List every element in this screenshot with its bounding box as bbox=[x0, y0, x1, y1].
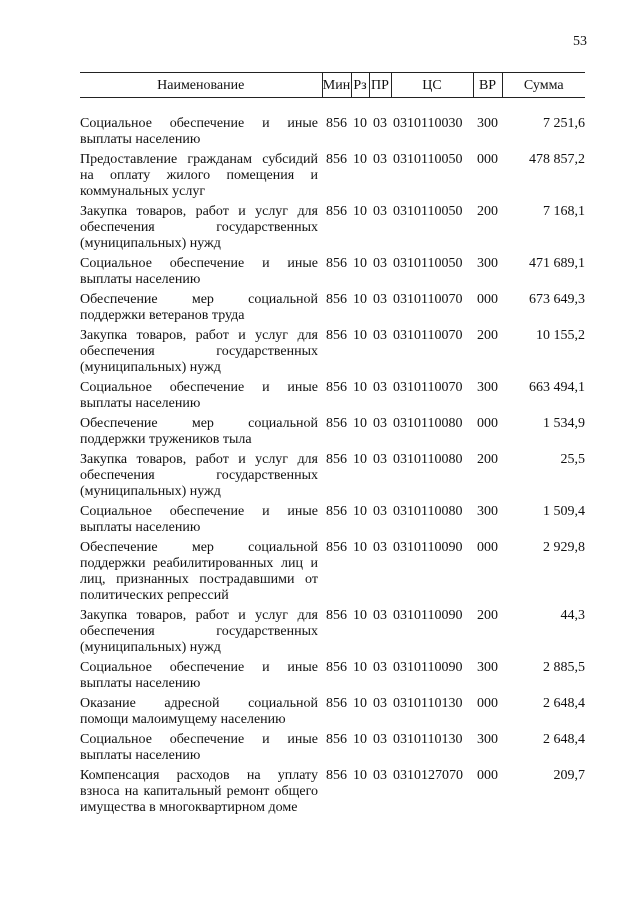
row-rz: 10 bbox=[353, 768, 367, 783]
header-cs: ЦС bbox=[391, 73, 473, 98]
row-min: 856 bbox=[326, 768, 347, 783]
row-cs: 0310110130 bbox=[393, 696, 463, 711]
row-vr: 000 bbox=[477, 292, 498, 307]
row-vr: 200 bbox=[477, 328, 498, 343]
row-name: Оказание адресной социальной помощи малоимущему населению bbox=[80, 696, 318, 727]
row-cs: 0310110050 bbox=[393, 204, 463, 219]
row-name: Закупка товаров, работ и услуг для обеспечения государственных (муниципальных) нужд bbox=[80, 204, 318, 251]
row-min: 856 bbox=[326, 416, 347, 431]
row-vr: 000 bbox=[477, 696, 498, 711]
row-pr: 03 bbox=[373, 732, 387, 747]
row-name: Компенсация расходов на уплату взноса на капитальный ремонт общего имущества в многоквартирном доме bbox=[80, 768, 318, 815]
row-pr: 03 bbox=[373, 292, 387, 307]
row-min: 856 bbox=[326, 732, 347, 747]
row-min: 856 bbox=[326, 452, 347, 467]
row-rz: 10 bbox=[353, 452, 367, 467]
row-pr: 03 bbox=[373, 608, 387, 623]
row-pr: 03 bbox=[373, 416, 387, 431]
row-pr: 03 bbox=[373, 152, 387, 167]
row-min: 856 bbox=[326, 116, 347, 131]
row-pr: 03 bbox=[373, 116, 387, 131]
row-cs: 0310110090 bbox=[393, 540, 463, 555]
row-name: Обеспечение мер социальной поддержки реабилитированных лиц и лиц, признанных пострадавшими от политических репрессий bbox=[80, 540, 318, 603]
row-cs: 0310110030 bbox=[393, 116, 463, 131]
row-sum: 478 857,2 bbox=[529, 152, 585, 167]
row-name: Социальное обеспечение и иные выплаты населению bbox=[80, 732, 318, 763]
table-row bbox=[80, 768, 585, 820]
table-row bbox=[80, 116, 585, 152]
table-row bbox=[80, 696, 585, 732]
row-name: Обеспечение мер социальной поддержки ветеранов труда bbox=[80, 292, 318, 323]
row-vr: 200 bbox=[477, 608, 498, 623]
row-rz: 10 bbox=[353, 256, 367, 271]
row-pr: 03 bbox=[373, 204, 387, 219]
row-rz: 10 bbox=[353, 608, 367, 623]
row-min: 856 bbox=[326, 204, 347, 219]
table-row bbox=[80, 504, 585, 540]
row-sum: 673 649,3 bbox=[529, 292, 585, 307]
table-row bbox=[80, 292, 585, 328]
row-sum: 44,3 bbox=[560, 608, 585, 623]
row-sum: 10 155,2 bbox=[536, 328, 585, 343]
row-sum: 2 648,4 bbox=[543, 696, 585, 711]
row-rz: 10 bbox=[353, 540, 367, 555]
row-sum: 471 689,1 bbox=[529, 256, 585, 271]
row-vr: 300 bbox=[477, 504, 498, 519]
row-pr: 03 bbox=[373, 768, 387, 783]
row-vr: 300 bbox=[477, 116, 498, 131]
row-vr: 300 bbox=[477, 660, 498, 675]
row-sum: 663 494,1 bbox=[529, 380, 585, 395]
row-name: Социальное обеспечение и иные выплаты населению bbox=[80, 660, 318, 691]
row-cs: 0310110050 bbox=[393, 256, 463, 271]
row-pr: 03 bbox=[373, 380, 387, 395]
row-min: 856 bbox=[326, 256, 347, 271]
row-cs: 0310110070 bbox=[393, 292, 463, 307]
header-vr: ВР bbox=[473, 73, 502, 98]
row-name: Социальное обеспечение и иные выплаты населению bbox=[80, 504, 318, 535]
row-rz: 10 bbox=[353, 204, 367, 219]
table-row bbox=[80, 660, 585, 696]
table-row bbox=[80, 608, 585, 660]
row-pr: 03 bbox=[373, 540, 387, 555]
row-cs: 0310110080 bbox=[393, 416, 463, 431]
row-name: Предоставление гражданам субсидий на оплату жилого помещения и коммунальных услуг bbox=[80, 152, 318, 199]
row-sum: 2 885,5 bbox=[543, 660, 585, 675]
table-body bbox=[80, 98, 585, 821]
row-vr: 200 bbox=[477, 204, 498, 219]
row-vr: 300 bbox=[477, 380, 498, 395]
row-min: 856 bbox=[326, 696, 347, 711]
row-name: Обеспечение мер социальной поддержки тружеников тыла bbox=[80, 416, 318, 447]
row-min: 856 bbox=[326, 152, 347, 167]
row-pr: 03 bbox=[373, 660, 387, 675]
row-min: 856 bbox=[326, 540, 347, 555]
row-rz: 10 bbox=[353, 696, 367, 711]
row-cs: 0310127070 bbox=[393, 768, 463, 783]
row-cs: 0310110080 bbox=[393, 452, 463, 467]
row-pr: 03 bbox=[373, 256, 387, 271]
table-row bbox=[80, 540, 585, 608]
table-row bbox=[80, 732, 585, 768]
row-rz: 10 bbox=[353, 504, 367, 519]
row-vr: 000 bbox=[477, 768, 498, 783]
row-min: 856 bbox=[326, 292, 347, 307]
row-cs: 0310110090 bbox=[393, 608, 463, 623]
table-row bbox=[80, 452, 585, 504]
row-pr: 03 bbox=[373, 504, 387, 519]
row-vr: 000 bbox=[477, 416, 498, 431]
row-rz: 10 bbox=[353, 152, 367, 167]
table-row bbox=[80, 380, 585, 416]
row-vr: 000 bbox=[477, 540, 498, 555]
row-cs: 0310110090 bbox=[393, 660, 463, 675]
row-cs: 0310110080 bbox=[393, 504, 463, 519]
row-rz: 10 bbox=[353, 732, 367, 747]
header-min: Мин bbox=[322, 73, 351, 98]
table-row bbox=[80, 152, 585, 204]
table-row bbox=[80, 256, 585, 292]
row-min: 856 bbox=[326, 608, 347, 623]
row-name: Закупка товаров, работ и услуг для обеспечения государственных (муниципальных) нужд bbox=[80, 608, 318, 655]
row-vr: 200 bbox=[477, 452, 498, 467]
header-spacer bbox=[80, 98, 585, 117]
row-rz: 10 bbox=[353, 116, 367, 131]
page-number: 53 bbox=[573, 34, 587, 49]
row-name: Закупка товаров, работ и услуг для обеспечения государственных (муниципальных) нужд bbox=[80, 452, 318, 499]
row-cs: 0310110130 bbox=[393, 732, 463, 747]
row-name: Социальное обеспечение и иные выплаты населению bbox=[80, 116, 318, 147]
table-row bbox=[80, 204, 585, 256]
row-rz: 10 bbox=[353, 380, 367, 395]
row-sum: 209,7 bbox=[553, 768, 585, 783]
table-header bbox=[80, 73, 585, 98]
table-row bbox=[80, 328, 585, 380]
row-min: 856 bbox=[326, 328, 347, 343]
row-rz: 10 bbox=[353, 660, 367, 675]
row-rz: 10 bbox=[353, 328, 367, 343]
row-sum: 1 534,9 bbox=[543, 416, 585, 431]
row-min: 856 bbox=[326, 504, 347, 519]
row-min: 856 bbox=[326, 660, 347, 675]
row-name: Социальное обеспечение и иные выплаты населению bbox=[80, 256, 318, 287]
row-cs: 0310110070 bbox=[393, 328, 463, 343]
row-pr: 03 bbox=[373, 696, 387, 711]
row-vr: 000 bbox=[477, 152, 498, 167]
row-vr: 300 bbox=[477, 732, 498, 747]
row-rz: 10 bbox=[353, 416, 367, 431]
header-pr: ПР bbox=[369, 73, 391, 98]
row-min: 856 bbox=[326, 380, 347, 395]
row-name: Социальное обеспечение и иные выплаты населению bbox=[80, 380, 318, 411]
row-pr: 03 bbox=[373, 328, 387, 343]
row-sum: 7 251,6 bbox=[543, 116, 585, 131]
row-sum: 25,5 bbox=[560, 452, 585, 467]
row-vr: 300 bbox=[477, 256, 498, 271]
row-sum: 1 509,4 bbox=[543, 504, 585, 519]
header-rz: Рз bbox=[351, 73, 369, 98]
row-cs: 0310110070 bbox=[393, 380, 463, 395]
table-row bbox=[80, 416, 585, 452]
row-rz: 10 bbox=[353, 292, 367, 307]
budget-table bbox=[80, 72, 585, 820]
row-cs: 0310110050 bbox=[393, 152, 463, 167]
row-sum: 2 929,8 bbox=[543, 540, 585, 555]
row-sum: 7 168,1 bbox=[543, 204, 585, 219]
row-sum: 2 648,4 bbox=[543, 732, 585, 747]
header-sum: Сумма bbox=[502, 73, 585, 98]
row-name: Закупка товаров, работ и услуг для обеспечения государственных (муниципальных) нужд bbox=[80, 328, 318, 375]
row-pr: 03 bbox=[373, 452, 387, 467]
header-name: Наименование bbox=[80, 73, 322, 98]
